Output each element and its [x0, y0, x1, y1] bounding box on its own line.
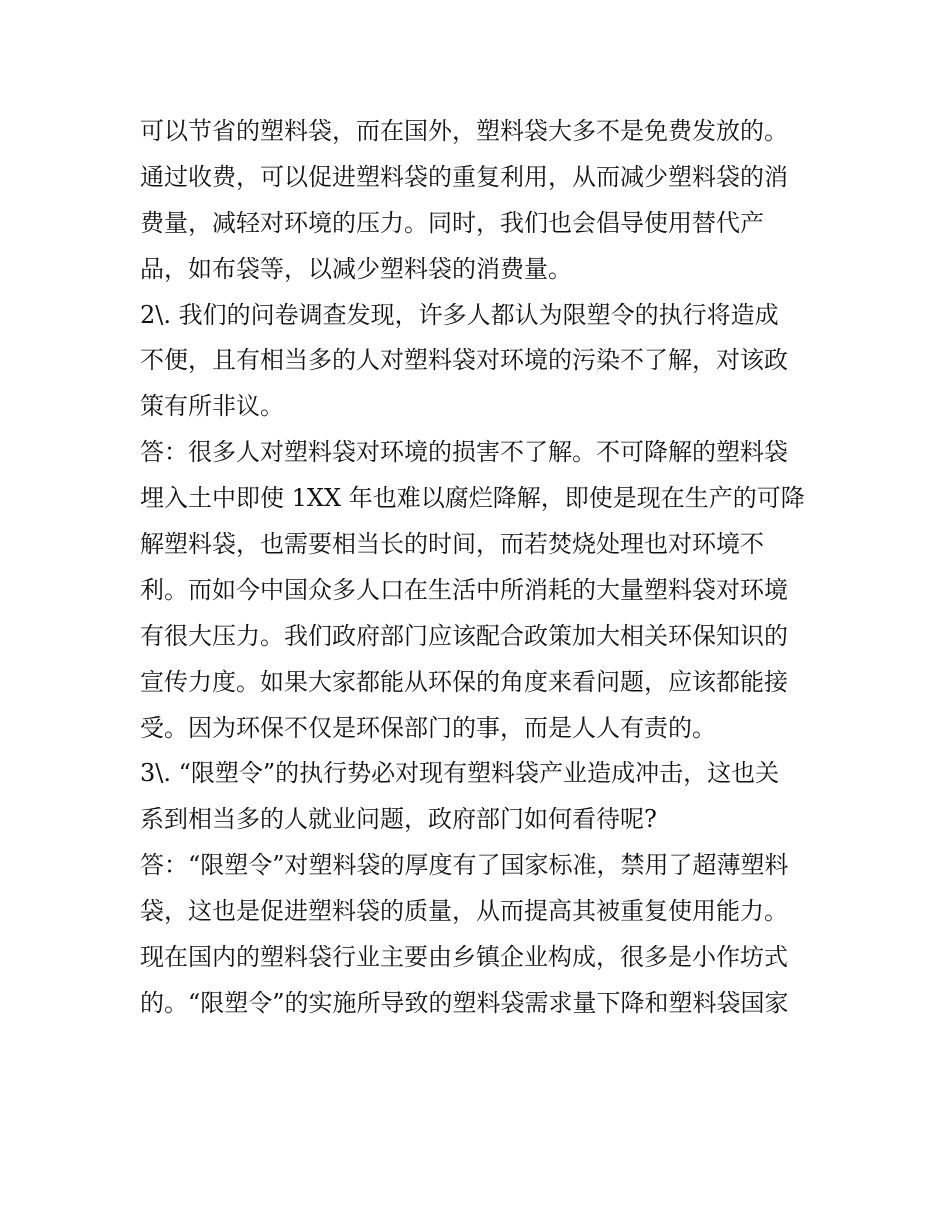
text-line: 3\. “限塑令”的执行势必对现有塑料袋产业造成冲击，这也关: [140, 759, 780, 788]
text-line: 受。因为环保不仅是环保部门的事，而是人人有责的。: [140, 713, 716, 742]
text-line: 埋入土中即使 1XX 年也难以腐烂降解，即使是现在生产的可降: [140, 484, 805, 513]
document-body: [140, 109, 820, 1027]
text-line: 解塑料袋，也需要相当长的时间，而若焚烧处理也对环境不: [140, 530, 764, 559]
text-line: 袋，这也是促进塑料袋的质量，从而提高其被重复使用能力。: [140, 897, 788, 926]
text-line: 可以节省的塑料袋，而在国外，塑料袋大多不是免费发放的。: [140, 117, 788, 145]
text-line: 宣传力度。如果大家都能从环保的角度来看问题，应该都能接: [140, 667, 788, 696]
text-line: 品，如布袋等，以减少塑料袋的消费量。: [140, 254, 572, 283]
text-line: 2\. 我们的问卷调查发现，许多人都认为限塑令的执行将造成: [140, 300, 779, 329]
text-line: 的。“限塑令”的实施所导致的塑料袋需求量下降和塑料袋国家: [140, 988, 789, 1017]
text-line: 有很大压力。我们政府部门应该配合政策加大相关环保知识的: [140, 621, 788, 650]
text-line: 不便，且有相当多的人对塑料袋对环境的污染不了解，对该政: [140, 346, 788, 375]
text-line: 答：很多人对塑料袋对环境的损害不了解。不可降解的塑料袋: [140, 438, 788, 467]
text-line: 费量，减轻对环境的压力。同时，我们也会倡导使用替代产: [140, 208, 764, 237]
text-line: 利。而如今中国众多人口在生活中所消耗的大量塑料袋对环境: [140, 575, 788, 604]
text-line: 通过收费，可以促进塑料袋的重复利用，从而减少塑料袋的消: [140, 162, 788, 191]
text-line: 系到相当多的人就业问题，政府部门如何看待呢?: [140, 805, 657, 834]
text-line: 答：“限塑令”对塑料袋的厚度有了国家标准，禁用了超薄塑料: [140, 851, 789, 880]
text-line: 策有所非议。: [140, 392, 284, 421]
text-line: 现在国内的塑料袋行业主要由乡镇企业构成，很多是小作坊式: [140, 943, 788, 972]
